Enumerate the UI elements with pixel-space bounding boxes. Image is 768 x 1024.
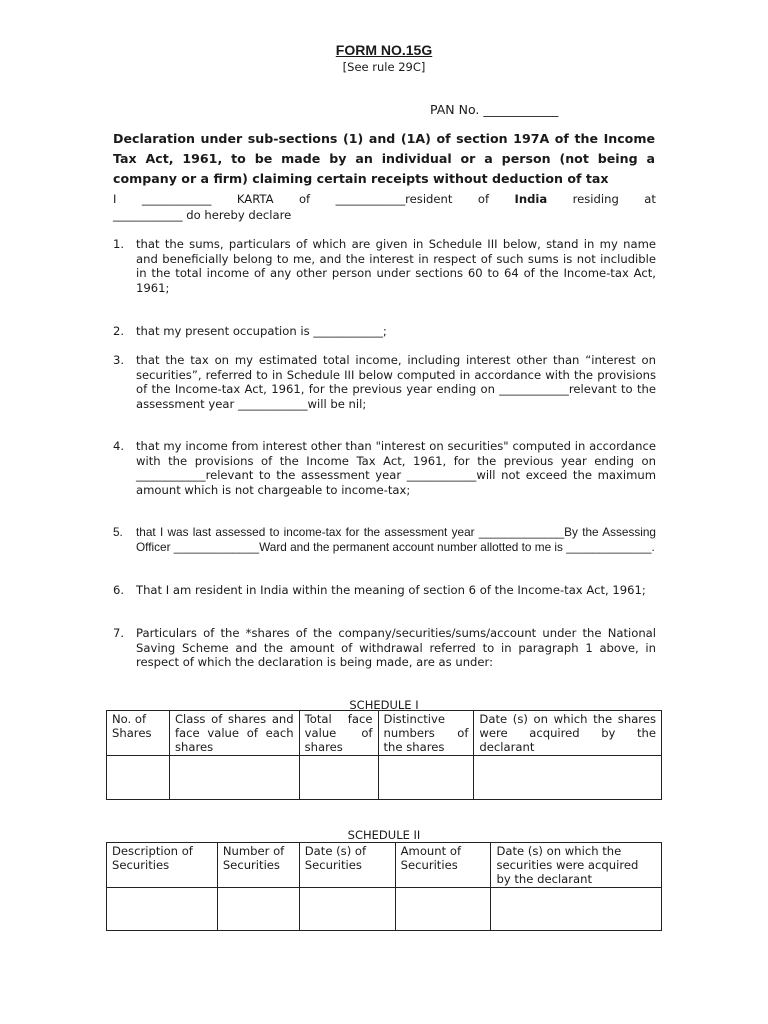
- table-header-cell: Distinctive numbers of the shares: [378, 711, 474, 756]
- table-header-cell: Number of Securities: [217, 843, 299, 888]
- table-cell[interactable]: [169, 756, 299, 800]
- item-text: That I am resident in India within the meaning of section 6 of the Income-tax Act, 1961;: [136, 583, 646, 597]
- table-cell[interactable]: [107, 888, 218, 931]
- item-number: 5.: [113, 525, 123, 539]
- table-row: [107, 888, 662, 931]
- item-number: 1.: [113, 237, 125, 251]
- table-header-cell: Date (s) on which the shares were acquired by the declarant: [474, 711, 662, 756]
- schedule-1-table: [106, 710, 662, 800]
- table-header-row: [107, 843, 662, 888]
- table-cell[interactable]: [474, 756, 662, 800]
- item-number: 4.: [113, 439, 125, 453]
- schedule-2-title: SCHEDULE II: [347, 828, 421, 842]
- schedule-2-table: [106, 842, 662, 931]
- item-text: that my present occupation is ____________;: [136, 324, 387, 338]
- declaration-item-3: [113, 353, 656, 411]
- intro-resident: ____________resident: [335, 192, 453, 206]
- declaration-item-1: [113, 237, 656, 295]
- table-header-cell: Total face value of shares: [299, 711, 378, 756]
- declaration-item-4: [113, 439, 656, 497]
- item-text: Particulars of the *shares of the company/securities/sums/account under the National Saving Scheme and the amount of withdrawal referred to in paragraph 1 above, in respect of which the declaration is being made, are as under:: [136, 626, 656, 669]
- table-cell[interactable]: [107, 756, 170, 800]
- table-header-cell: Description of Securities: [107, 843, 218, 888]
- intro-at: at: [644, 192, 656, 206]
- intro-line-2: ____________ do hereby declare: [113, 207, 292, 222]
- table-cell[interactable]: [299, 756, 378, 800]
- pan-field: PAN No. ____________: [430, 102, 559, 117]
- table-cell[interactable]: [378, 756, 474, 800]
- table-header-cell: No. of Shares: [107, 711, 170, 756]
- table-header-cell: Date (s) on which the securities were acquired by the declarant: [491, 843, 662, 888]
- item-number: 7.: [113, 626, 125, 640]
- intro-country: India: [514, 192, 548, 206]
- intro-line-1: [113, 192, 656, 208]
- declaration-item-2: [113, 324, 656, 339]
- intro-of: of: [298, 192, 311, 206]
- table-header-cell: Date (s) of Securities: [299, 843, 395, 888]
- table-header-row: [107, 711, 662, 756]
- table-cell[interactable]: [217, 888, 299, 931]
- intro-residing: residing: [572, 192, 619, 206]
- table-cell[interactable]: [491, 888, 662, 931]
- table-cell[interactable]: [299, 888, 395, 931]
- item-text: that the tax on my estimated total income, including interest other than “interest on securities”, referred to in Schedule III below computed in accordance with the provisions of the Income-tax Act, 1961, for the previous year ending on ____________relevant to the assessment year ____________will be nil;: [136, 353, 656, 411]
- declaration-item-5: [113, 525, 656, 554]
- item-number: 3.: [113, 353, 125, 367]
- intro-karta: KARTA: [236, 192, 274, 206]
- intro-paragraph: [113, 192, 656, 223]
- declaration-heading: Declaration under sub-sections (1) and (1A) of section 197A of the Income Tax Act, 1961, to be made by an individual or a person (not being a company or a firm) claiming certain receipts without deduction of tax: [113, 131, 655, 186]
- item-number: 6.: [113, 583, 125, 597]
- item-text: that the sums, particulars of which are given in Schedule III below, stand in my name and beneficially belong to me, and the interest in respect of such sums is not includible in the total income of any other person under sections 60 to 64 of the Income-tax Act, 1961;: [136, 237, 656, 295]
- form-subtitle: [See rule 29C]: [342, 60, 426, 74]
- table-header-cell: Class of shares and face value of each shares: [169, 711, 299, 756]
- form-title: FORM NO.15G: [335, 42, 433, 58]
- item-text: that my income from interest other than "interest on securities" computed in accordance with the provisions of the Income Tax Act, 1961, for the previous year ending on ____________relevant to the assessment year ____________will not exceed the maximum amount which is not chargeable to income-tax;: [136, 439, 656, 497]
- item-number: 2.: [113, 324, 125, 338]
- table-header-cell: Amount of Securities: [395, 843, 491, 888]
- item-text: that I was last assessed to income-tax for the assessment year _____________By the Assessing Officer _____________Ward and the permanent account number allotted to me is _____________.: [136, 525, 656, 554]
- table-cell[interactable]: [395, 888, 491, 931]
- declaration-item-6: [113, 583, 656, 598]
- table-row: [107, 756, 662, 800]
- intro-of-2: of: [477, 192, 490, 206]
- intro-blank-name: ____________: [141, 192, 212, 206]
- schedule-1-title: SCHEDULE I: [349, 698, 419, 712]
- intro-i: I: [113, 192, 117, 206]
- declaration-item-7: [113, 626, 656, 670]
